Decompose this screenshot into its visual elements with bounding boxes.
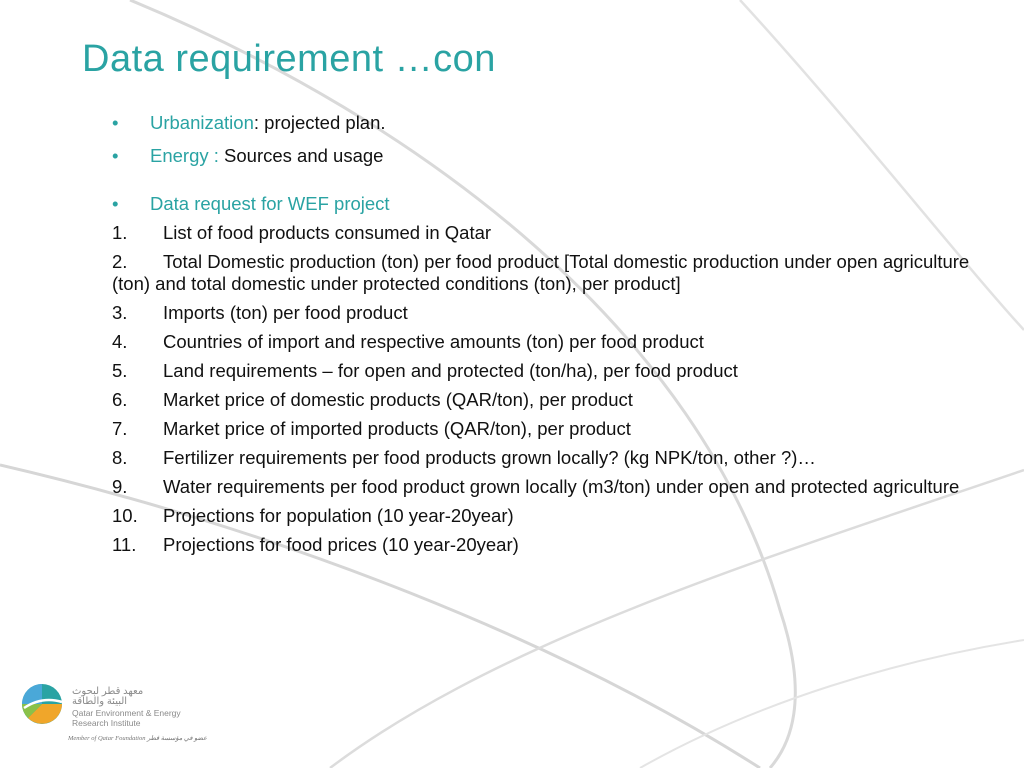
list-item-text: List of food products consumed in Qatar [163, 222, 492, 243]
list-item-number: 5. [112, 360, 128, 381]
list-item [112, 331, 972, 353]
logo-english-line1: Qatar Environment & Energy [72, 708, 181, 718]
list-item-text: Market price of domestic products (QAR/ton), per product [163, 389, 633, 410]
list-item [112, 505, 972, 527]
list-item [112, 360, 972, 382]
logo-member-line: Member of Qatar Foundation عضو في مؤسسة قطر [68, 735, 207, 742]
bullet-label: Data request for WEF project [150, 193, 390, 214]
list-item-text: Imports (ton) per food product [163, 302, 408, 323]
bullet-label: Urbanization [150, 112, 254, 133]
list-item [112, 447, 972, 469]
slide-content [112, 112, 972, 563]
list-item-text: Total Domestic production (ton) per food product [Total domestic production under open agriculture (ton) and total domestic under protected conditions (ton), per product] [112, 251, 970, 294]
slide-title: Data requirement …con [82, 38, 496, 80]
list-item-number: 4. [112, 331, 128, 352]
bullet-text: Sources and usage [224, 145, 384, 166]
list-item-number: 1. [112, 222, 128, 243]
qeeri-logo-icon [20, 682, 64, 726]
list-item-text: Land requirements – for open and protected (ton/ha), per food product [163, 360, 738, 381]
bullet-dot-icon: • [112, 193, 119, 214]
list-item-number: 6. [112, 389, 128, 410]
list-item-text: Countries of import and respective amounts (ton) per food product [163, 331, 704, 352]
list-item [112, 222, 972, 244]
list-item-number: 10. [112, 505, 138, 526]
list-item-number: 3. [112, 302, 128, 323]
qeeri-logo [20, 682, 207, 752]
list-item-text: Market price of imported products (QAR/ton), per product [163, 418, 631, 439]
bullet-urbanization [112, 112, 972, 134]
bullet-dot-icon: • [112, 112, 119, 133]
list-item [112, 389, 972, 411]
list-item-number: 2. [112, 251, 128, 272]
list-item-text: Fertilizer requirements per food products grown locally? (kg NPK/ton, other ?)… [163, 447, 816, 468]
bullet-text: : projected plan. [253, 112, 386, 133]
bullet-dot-icon: • [112, 145, 119, 166]
bullet-energy [112, 145, 972, 167]
logo-arabic-line2: البيئة والطاقة [72, 696, 128, 707]
list-item-number: 7. [112, 418, 128, 439]
bullet-data-request [112, 193, 972, 215]
list-item-number: 8. [112, 447, 128, 468]
bullet-label: Energy : [150, 145, 225, 166]
list-item-text: Water requirements per food product grown locally (m3/ton) under open and protected agriculture [163, 476, 960, 497]
list-item [112, 302, 972, 324]
list-item [112, 534, 972, 556]
logo-arabic-line1: معهد قطر لبحوث [72, 686, 144, 697]
list-item-text: Projections for population (10 year-20year) [163, 505, 514, 526]
list-item-text: Projections for food prices (10 year-20year) [163, 534, 519, 555]
list-item-number: 9. [112, 476, 128, 497]
list-item-number: 11. [112, 534, 137, 555]
list-item [112, 476, 972, 498]
logo-english-line2: Research Institute [72, 718, 141, 728]
list-item [112, 418, 972, 440]
list-item [112, 251, 972, 295]
